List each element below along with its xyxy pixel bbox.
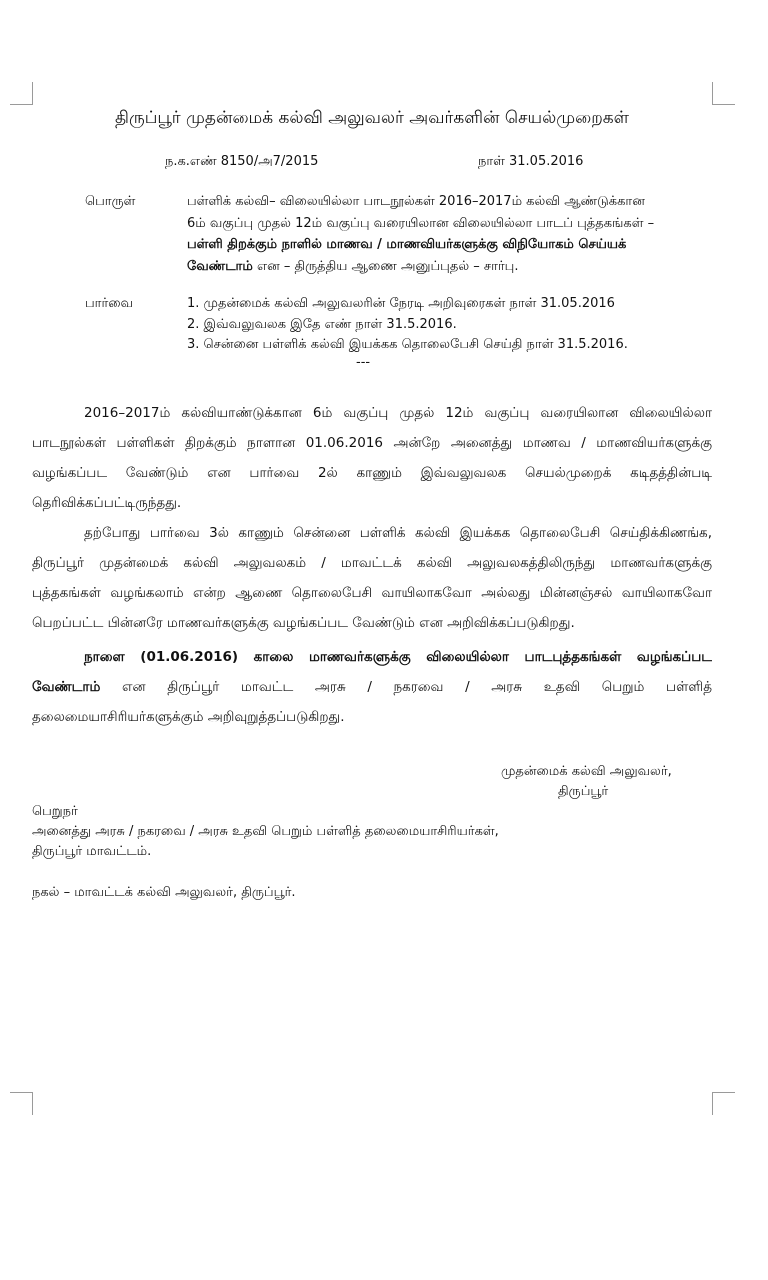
reference-item-3: 3. சென்னை பள்ளிக் கல்வி இயக்கக தொலைபேசி செய்தி நாள் 31.5.2016. <box>187 337 628 352</box>
subject-line-4-rest: என – திருத்திய ஆணை அனுப்புதல் – சார்பு. <box>252 259 519 274</box>
paragraph-line <box>32 672 712 702</box>
paragraph-line: பாடநூல்கள் பள்ளிகள் திறக்கும் நாளான 01.06.2016 அன்றே அனைத்து மாணவ / மாணவியர்களுக்கு <box>32 435 712 451</box>
crop-mark-top-right <box>712 82 735 105</box>
paragraph-line: நாளை (01.06.2016) காலை மாணவர்களுக்கு விலையில்லா பாடபுத்தகங்கள் வழங்கப்பட <box>84 649 712 665</box>
signatory-place: திருப்பூர் <box>558 784 609 799</box>
recipient-line-1: அனைத்து அரசு / நகரவை / அரசு உதவி பெறும் பள்ளித் தலைமையாசிரியர்கள், <box>32 824 499 839</box>
body-paragraph-1 <box>32 398 712 518</box>
document-title: திருப்பூர் முதன்மைக் கல்வி அலுவலர் அவர்களின் செயல்முறைகள் <box>115 108 629 128</box>
subject-line-3: பள்ளி திறக்கும் நாளில் மாணவ / மாணவியர்களுக்கு விநியோகம் செய்யக் <box>187 237 627 252</box>
paragraph-line: பெறப்பட்ட பின்னரே மாணவர்களுக்கு வழங்கப்பட வேண்டும் என அறிவிக்கப்படுகிறது. <box>32 615 575 631</box>
paragraph-line: திருப்பூர் முதன்மைக் கல்வி அலுவலகம் / மாவட்டக் கல்வி அலுவலகத்திலிருந்து மாணவர்களுக்கு <box>32 555 712 571</box>
document-date: நாள் 31.05.2016 <box>478 154 584 169</box>
subject-line-1: பள்ளிக் கல்வி– விலையில்லா பாடநூல்கள் 2016–2017ம் கல்வி ஆண்டுக்கான <box>187 194 645 209</box>
body-paragraph-2 <box>32 518 712 638</box>
crop-mark-top-left <box>10 82 33 105</box>
crop-mark-bottom-right <box>712 1092 735 1115</box>
recipient-line-2: திருப்பூர் மாவட்டம். <box>32 844 152 859</box>
subject-label: பொருள் <box>85 194 136 209</box>
paragraph-line: புத்தகங்கள் வழங்கலாம் என்ற ஆணை தொலைபேசி வாயிலாகவோ அல்லது மின்னஞ்சல் வாயிலாகவோ <box>32 585 712 601</box>
crop-mark-bottom-left <box>10 1092 33 1115</box>
paragraph-line: வழங்கப்பட வேண்டும் என பார்வை 2ல் காணும் இவ்வலுவலக செயல்முறைக் கடிதத்தின்படி <box>32 465 712 481</box>
reference-item-1: 1. முதன்மைக் கல்வி அலுவலரின் நேரடி அறிவுரைகள் நாள் 31.05.2016 <box>187 296 615 311</box>
body-paragraph-3 <box>32 642 712 732</box>
paragraph-line: தலைமையாசிரியர்களுக்கும் அறிவுறுத்தப்படுகிறது. <box>32 709 345 725</box>
paragraph-line-rest: என திருப்பூர் மாவட்ட அரசு / நகரவை / அரசு உதவி பெறும் பள்ளித் <box>100 679 712 695</box>
reference-separator: --- <box>356 355 371 370</box>
reference-label: பார்வை <box>85 296 134 311</box>
paragraph-line: தெரிவிக்கப்பட்டிருந்தது. <box>32 495 182 511</box>
subject-line-2: 6ம் வகுப்பு முதல் 12ம் வகுப்பு வரையிலான விலையில்லா பாடப் புத்தகங்கள் – <box>187 216 655 231</box>
subject-line-4 <box>187 258 518 276</box>
reference-item-2: 2. இவ்வலுவலக இதே எண் நாள் 31.5.2016. <box>187 317 457 332</box>
reference-number: ந.க.எண் 8150/அ7/2015 <box>165 154 319 169</box>
signatory-title: முதன்மைக் கல்வி அலுவலர், <box>501 764 672 779</box>
copy-to: நகல் – மாவட்டக் கல்வி அலுவலர், திருப்பூர். <box>32 885 296 900</box>
paragraph-bold-word: வேண்டாம் <box>32 679 101 695</box>
subject-line-4-bold: வேண்டாம் <box>187 259 253 274</box>
recipient-label: பெறுநர் <box>32 804 78 819</box>
paragraph-line: 2016–2017ம் கல்வியாண்டுக்கான 6ம் வகுப்பு முதல் 12ம் வகுப்பு வரையிலான விலையில்லா <box>84 405 712 421</box>
paragraph-line: தற்போது பார்வை 3ல் காணும் சென்னை பள்ளிக் கல்வி இயக்கக தொலைபேசி செய்திக்கிணங்க, <box>84 525 712 541</box>
